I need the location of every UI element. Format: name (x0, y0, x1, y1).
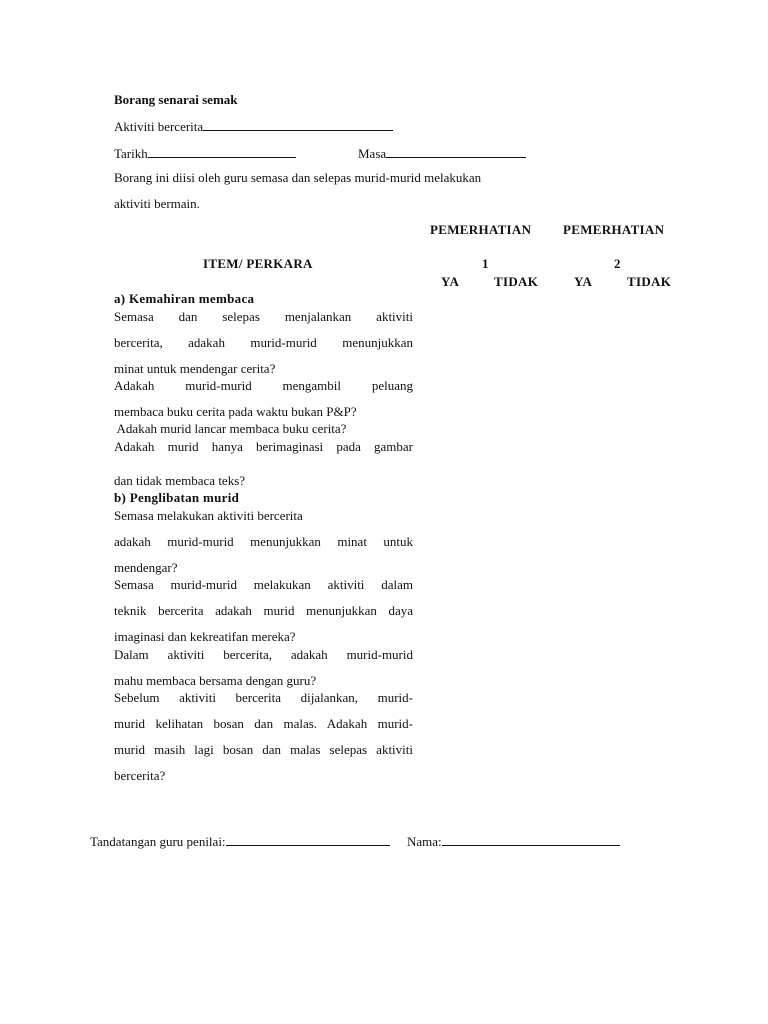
section-b-title: b) Penglibatan murid (114, 490, 240, 505)
b-item-4-line-2: murid kelihatan bosan dan malas. Adakah murid- (114, 716, 413, 731)
a-item-4-line-2: dan tidak membaca teks? (114, 473, 246, 488)
observation-1-yes: YA (441, 274, 460, 289)
a-item-1-line-1: Semasa dan selepas menjalankan aktiviti (114, 309, 413, 324)
time-field[interactable] (358, 145, 526, 162)
name-field[interactable] (407, 833, 620, 850)
b-item-2-line-1: Semasa murid-murid melakukan aktiviti dalam (114, 577, 413, 592)
activity-field[interactable] (114, 118, 393, 135)
b-item-3-line-1: Dalam aktiviti bercerita, adakah murid-murid (114, 647, 413, 662)
a-item-1-line-2: bercerita, adakah murid-murid menunjukkan (114, 335, 413, 350)
b-item-2-line-3: imaginasi dan kekreatifan mereka? (114, 629, 296, 644)
observation-1-no: TIDAK (494, 274, 539, 289)
signature-field[interactable] (90, 833, 390, 850)
b-item-4-line-3: murid masih lagi bosan dan malas selepas aktiviti (114, 742, 413, 757)
a-item-3-line-1: Adakah murid lancar membaca buku cerita? (114, 421, 347, 436)
date-field[interactable] (114, 145, 296, 162)
a-item-2-line-1: Adakah murid-murid mengambil peluang (114, 378, 413, 393)
b-item-4-line-4: bercerita? (114, 768, 166, 783)
a-item-1-line-3: minat untuk mendengar cerita? (114, 361, 276, 376)
form-title: Borang senarai semak (114, 92, 238, 107)
date-label: Tarikh (114, 146, 148, 161)
b-item-3-line-2: mahu membaca bersama dengan guru? (114, 673, 317, 688)
name-label: Nama: (407, 834, 442, 849)
observation-1-header: PEMERHATIAN (430, 222, 532, 237)
date-blank[interactable] (148, 145, 296, 158)
activity-label: Aktiviti bercerita (114, 119, 204, 134)
observation-2-yes: YA (574, 274, 593, 289)
name-blank[interactable] (442, 833, 620, 846)
instruction-line-1: Borang ini diisi oleh guru semasa dan selepas murid-murid melakukan (114, 170, 482, 185)
a-item-2-line-2: membaca buku cerita pada waktu bukan P&P? (114, 404, 357, 419)
observation-2-number: 2 (614, 256, 621, 271)
time-blank[interactable] (386, 145, 526, 158)
activity-blank[interactable] (203, 118, 393, 131)
b-item-1-line-1: Semasa melakukan aktiviti bercerita (114, 508, 303, 523)
time-label: Masa (358, 146, 387, 161)
instruction-line-2: aktiviti bermain. (114, 196, 200, 211)
b-item-2-line-2: teknik bercerita adakah murid menunjukkan daya (114, 603, 413, 618)
signature-label: Tandatangan guru penilai: (90, 834, 226, 849)
b-item-1-line-3: mendengar? (114, 560, 178, 575)
observation-2-no: TIDAK (627, 274, 672, 289)
a-item-4-line-1: Adakah murid hanya berimaginasi pada gambar (114, 439, 413, 454)
signature-blank[interactable] (226, 833, 390, 846)
observation-2-header: PEMERHATIAN (563, 222, 665, 237)
b-item-4-line-1: Sebelum aktiviti bercerita dijalankan, murid- (114, 690, 413, 705)
section-a-title: a) Kemahiran membaca (114, 291, 255, 306)
b-item-1-line-2: adakah murid-murid menunjukkan minat untuk (114, 534, 413, 549)
observation-1-number: 1 (482, 256, 489, 271)
item-header: ITEM/ PERKARA (203, 256, 313, 271)
